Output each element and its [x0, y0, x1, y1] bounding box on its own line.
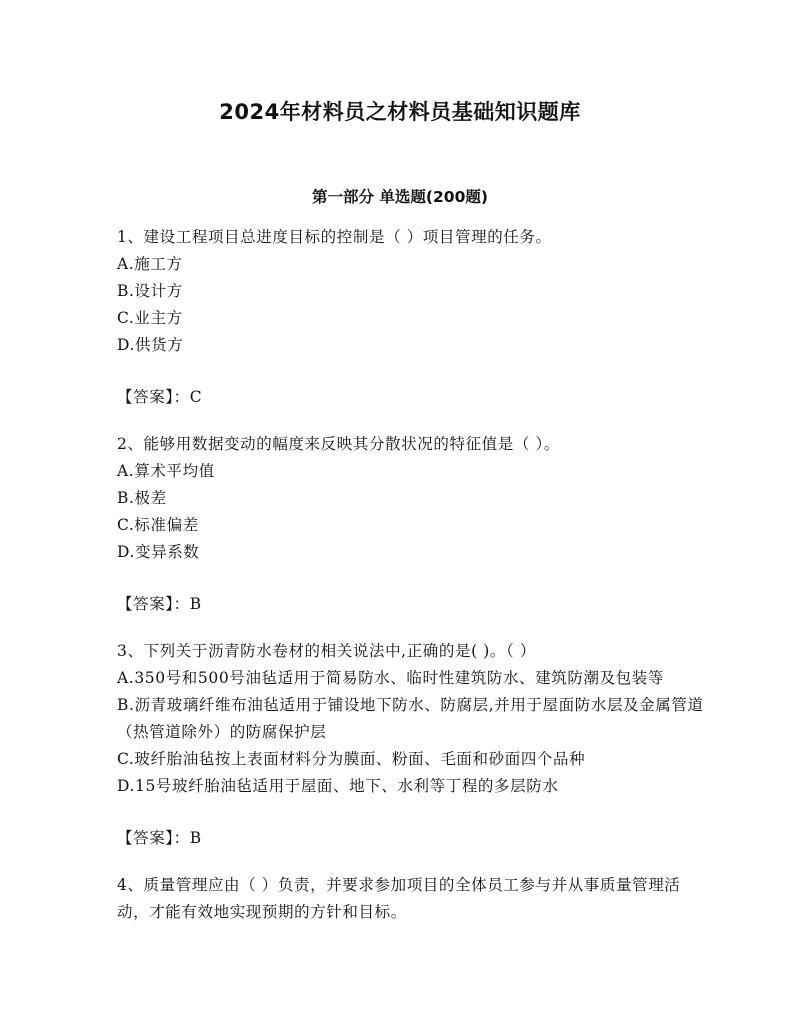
question-list	[117, 224, 707, 926]
option-b: B.设计方	[117, 282, 183, 300]
option-a: A.施工方	[117, 255, 183, 273]
question-stem: 1、建设工程项目总进度目标的控制是（ ）项目管理的任务。	[117, 228, 552, 246]
option-c: C.业主方	[117, 309, 183, 327]
question-stem: 2、能够用数据变动的幅度来反映其分散状况的特征值是（ ）。	[117, 435, 560, 453]
document-title: 2024年材料员之材料员基础知识题库	[219, 100, 581, 124]
question-stem: 4、质量管理应由（ ）负责，并要求参加项目的全体员工参与并从事质量管理活动，才能有效地实现预期的方针和目标。	[117, 876, 681, 921]
section-title: 第一部分 单选题(200题)	[312, 188, 488, 206]
option-a: A.350号和500号油毡适用于简易防水、临时性建筑防水、建筑防潮及包装等	[117, 669, 664, 687]
answer-label: 【答案】：B	[117, 595, 202, 613]
option-b: B.极差	[117, 489, 167, 507]
question-2	[117, 431, 707, 618]
question-4	[117, 872, 707, 926]
option-c: C.标准偏差	[117, 516, 199, 534]
answer-label: 【答案】：B	[117, 829, 202, 847]
option-c: C.玻纤胎油毡按上表面材料分为膜面、粉面、毛面和砂面四个品种	[117, 750, 586, 768]
option-a: A.算术平均值	[117, 462, 215, 480]
question-3	[117, 638, 707, 852]
option-b: B.沥青玻璃纤维布油毡适用于铺设地下防水、防腐层,并用于屋面防水层及金属管道（热管道除外）的防腐保护层	[117, 696, 704, 741]
option-d: D.变异系数	[117, 543, 200, 561]
option-d: D.15号玻纤胎油毡适用于屋面、地下、水利等丁程的多层防水	[117, 777, 559, 795]
answer-label: 【答案】：C	[117, 388, 203, 406]
option-d: D.供货方	[117, 336, 184, 354]
question-stem: 3、下列关于沥青防水卷材的相关说法中,正确的是( )。（ ）	[117, 642, 536, 660]
question-1	[117, 224, 707, 411]
